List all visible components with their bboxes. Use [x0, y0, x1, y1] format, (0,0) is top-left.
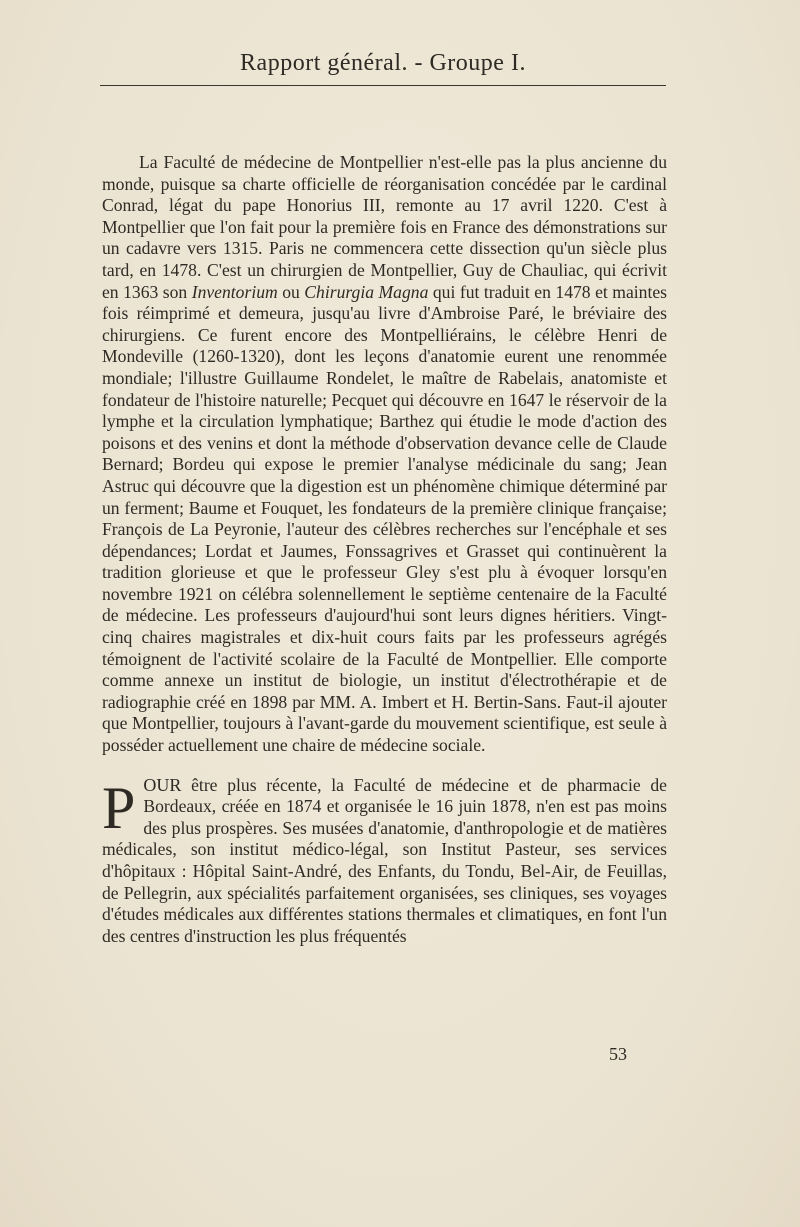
header-rule — [100, 85, 666, 86]
paragraph-bordeaux — [102, 775, 667, 948]
running-header: Rapport général. - Groupe I. — [240, 50, 526, 76]
paragraph-text: qui fut traduit en 1478 et maintes fois réimprimé et demeura, jusqu'au livre d'Ambroise Paré, le bréviaire des chirurgiens. Ce furent encore des Montpelliérains, le célèbre Henri de Mondeville (1260-1320), dont les leçons d'anatomie eurent une renommée mondiale; l'illustre Guillaume Rondelet, le maître de Rabelais, anatomiste et fondateur de l'histoire naturelle; Pecquet qui découvre en 1647 le réservoir de la lymphe et la circulation lymphatique; Barthez qui étudie le mode d'action des poisons et des venins et dont la méthode d'observation devance celle de Claude Bernard; Bordeu qui expose le premier l'analyse médicinale du sang; Jean Astruc qui découvre que la digestion est un phénomène chimique déterminé par un ferment; Baume et Fouquet, les fondateurs de la première clinique française; François de La Peyronie, l'auteur des célèbres recherches sur l'encéphale et ses dépendances; Lordat et Jaumes, Fonssagrives et Grasset qui continuèrent la tradition glorieuse et que le professeur Gley s'est plu à évoquer lorsqu'en novembre 1921 on célébra solennellement le septième centenaire de la Faculté de médecine. Les professeurs d'aujourd'hui sont leurs dignes héritiers. Vingt-cinq chaires magistrales et dix-huit cours faits par les professeurs agrégés témoignent de l'activité scolaire de la Faculté de Montpellier. Elle comporte comme annexe un institut de biologie, un institut d'électrothérapie et de radiographie créé en 1898 par MM. A. Imbert et H. Bertin-Sans. Faut-il ajouter que Montpellier, toujours à l'avant-garde du mouvement scientifique, est seule à posséder actuellement une chaire de médecine sociale. — [102, 281, 667, 756]
body-text — [102, 152, 667, 947]
italic-title-inventorium: Inventorium — [191, 281, 278, 302]
paragraph-text: ou — [277, 281, 305, 302]
drop-cap: P — [102, 774, 136, 841]
page-number: 53 — [609, 1044, 627, 1064]
paragraph-text: La Faculté de médecine de Montpellier n'est-elle pas la plus ancienne du monde, puisque sa charte officielle de réorganisation concédée par le cardinal Conrad, légat du pape Honorius III, remonte au 17 avril 1220. C'est à Montpellier que l'on fait pour la première fois en France des démonstrations sur un cadavre vers 1315. Paris ne commencera cette dissection qu'un siècle plus tard, en 1478. C'est un chirurgien de Montpellier, Guy de Chauliac, qui écrivit en 1363 son — [102, 152, 667, 302]
paragraph-text: être plus récente, la Faculté de médecine et de pharmacie de Bordeaux, créée en 1874 et organisée le 16 juin 1878, n'en est pas moins des plus prospères. Ses musées d'anatomie, d'anthropologie et de matières médicales, son institut médico-légal, son Institut Pasteur, ses services d'hôpitaux : Hôpital Saint-André, des Enfants, du Tondu, Bel-Air, de Feuillas, de Pellegrin, aux spécialités parfaitement organisées, ses cliniques, ses voyages d'études médicales aux différentes stations thermales et climatiques, en font l'un des centres d'instruction les plus fréquentés — [102, 774, 667, 946]
small-caps-lead: OUR — [143, 774, 182, 795]
italic-title-chirurgia-magna: Chirurgia Magna — [304, 281, 429, 302]
paragraph-montpellier — [102, 152, 667, 757]
